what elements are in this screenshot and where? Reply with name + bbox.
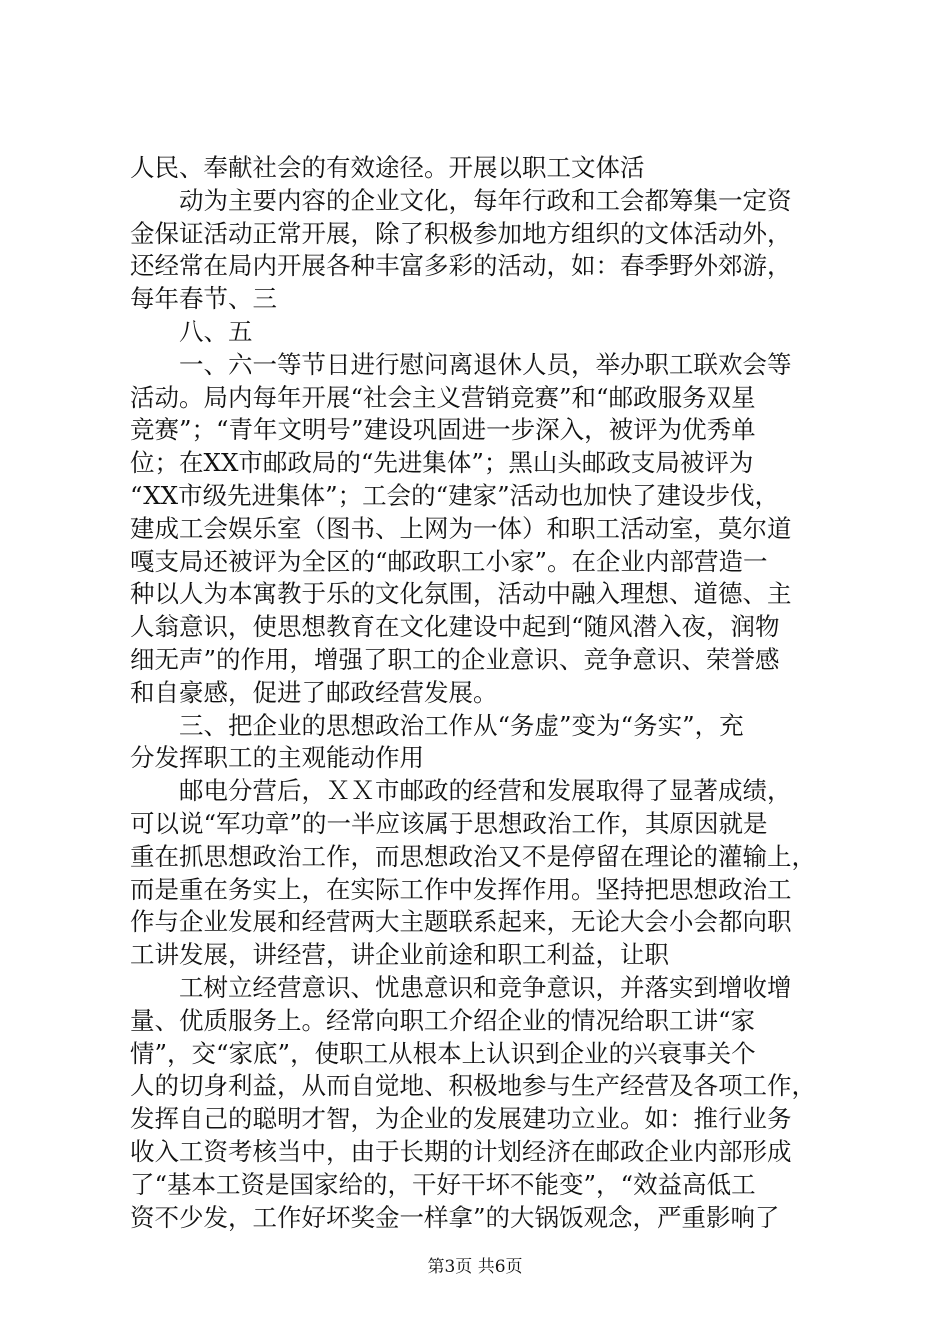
text-line: “XX市级先进集体”；工会的“建家”活动也加快了建设步伐， [130,480,780,510]
text-line: 和自豪感，促进了邮政经营发展。 [130,677,498,707]
text-line: 人的切身利益，从而自觉地、积极地参与生产经营及各项工作， [130,1071,816,1101]
text-line: 金保证活动正常开展，除了积极参加地方组织的文体活动外， [130,218,792,248]
text-line: 量、优质服务上。经常向职工介绍企业的情况给职工讲“家 [130,1005,756,1035]
text-line: 重在抓思想政治工作，而思想政治又不是停留在理论的灌输上， [130,841,816,871]
text-line: 情”，交“家底”，使职工从根本上认识到企业的兴衰事关个 [130,1038,756,1068]
page-footer: 第3页 共6页 [427,1257,523,1277]
text-line: 位；在XX市邮政局的“先进集体”；黑山头邮政支局被评为 [130,448,754,478]
text-line: 还经常在局内开展各种丰富多彩的活动，如：春季野外郊游， [130,251,792,281]
text-line: 竞赛”；“青年文明号”建设巩固进一步深入，被评为优秀单 [130,415,756,445]
text-line: 作与企业发展和经营两大主题联系起来，无论大会小会都向职 [130,907,792,937]
text-line: 细无声”的作用，增强了职工的企业意识、竞争意识、荣誉感 [130,644,780,674]
text-line: 而是重在务实上，在实际工作中发挥作用。坚持把思想政治工 [130,874,792,904]
text-line: 建成工会娱乐室（图书、上网为一体）和职工活动室，莫尔道 [130,513,792,543]
text-line: 每年春节、三 [130,284,277,314]
text-line: 人翁意识，使思想教育在文化建设中起到“随风潜入夜，润物 [130,612,780,642]
text-line: 八、五 [179,316,253,346]
text-line: 可以说“军功章”的一半应该属于思想政治工作，其原因就是 [130,808,768,838]
text-line: 了“基本工资是国家给的，干好干坏不能变”，“效益高低工 [130,1169,756,1199]
text-line: 嘎支局还被评为全区的“邮政职工小家”。在企业内部营造一 [130,546,768,576]
text-line: 人民、奉献社会的有效途径。开展以职工文体活 [130,153,645,182]
text-line: 种以人为本寓教于乐的文化氛围，活动中融入理想、道德、主 [130,579,792,609]
text-line: 一、六一等节日进行慰问离退休人员，举办职工联欢会等 [179,349,792,379]
document-body [130,152,830,1234]
text-line: 分发挥职工的主观能动作用 [130,743,424,773]
text-line: 工讲发展，讲经营，讲企业前途和职工利益，让职 [130,940,669,970]
text-line: 邮电分营后，ＸＸ市邮政的经营和发展取得了显著成绩， [179,776,792,806]
text-line: 三、把企业的思想政治工作从“务虚”变为“务实”，充 [179,710,744,740]
text-line: 工树立经营意识、忧患意识和竞争意识，并落实到增收增 [179,972,792,1002]
text-line: 发挥自己的聪明才智，为企业的发展建功立业。如：推行业务 [130,1104,792,1134]
text-line: 资不少发，工作好坏奖金一样拿”的大锅饭观念，严重影响了 [130,1202,780,1232]
text-line: 活动。局内每年开展“社会主义营销竞赛”和“邮政服务双星 [130,382,756,412]
text-line: 动为主要内容的企业文化，每年行政和工会都筹集一定资 [179,185,792,215]
text-line: 收入工资考核当中，由于长期的计划经济在邮政企业内部形成 [130,1136,792,1166]
